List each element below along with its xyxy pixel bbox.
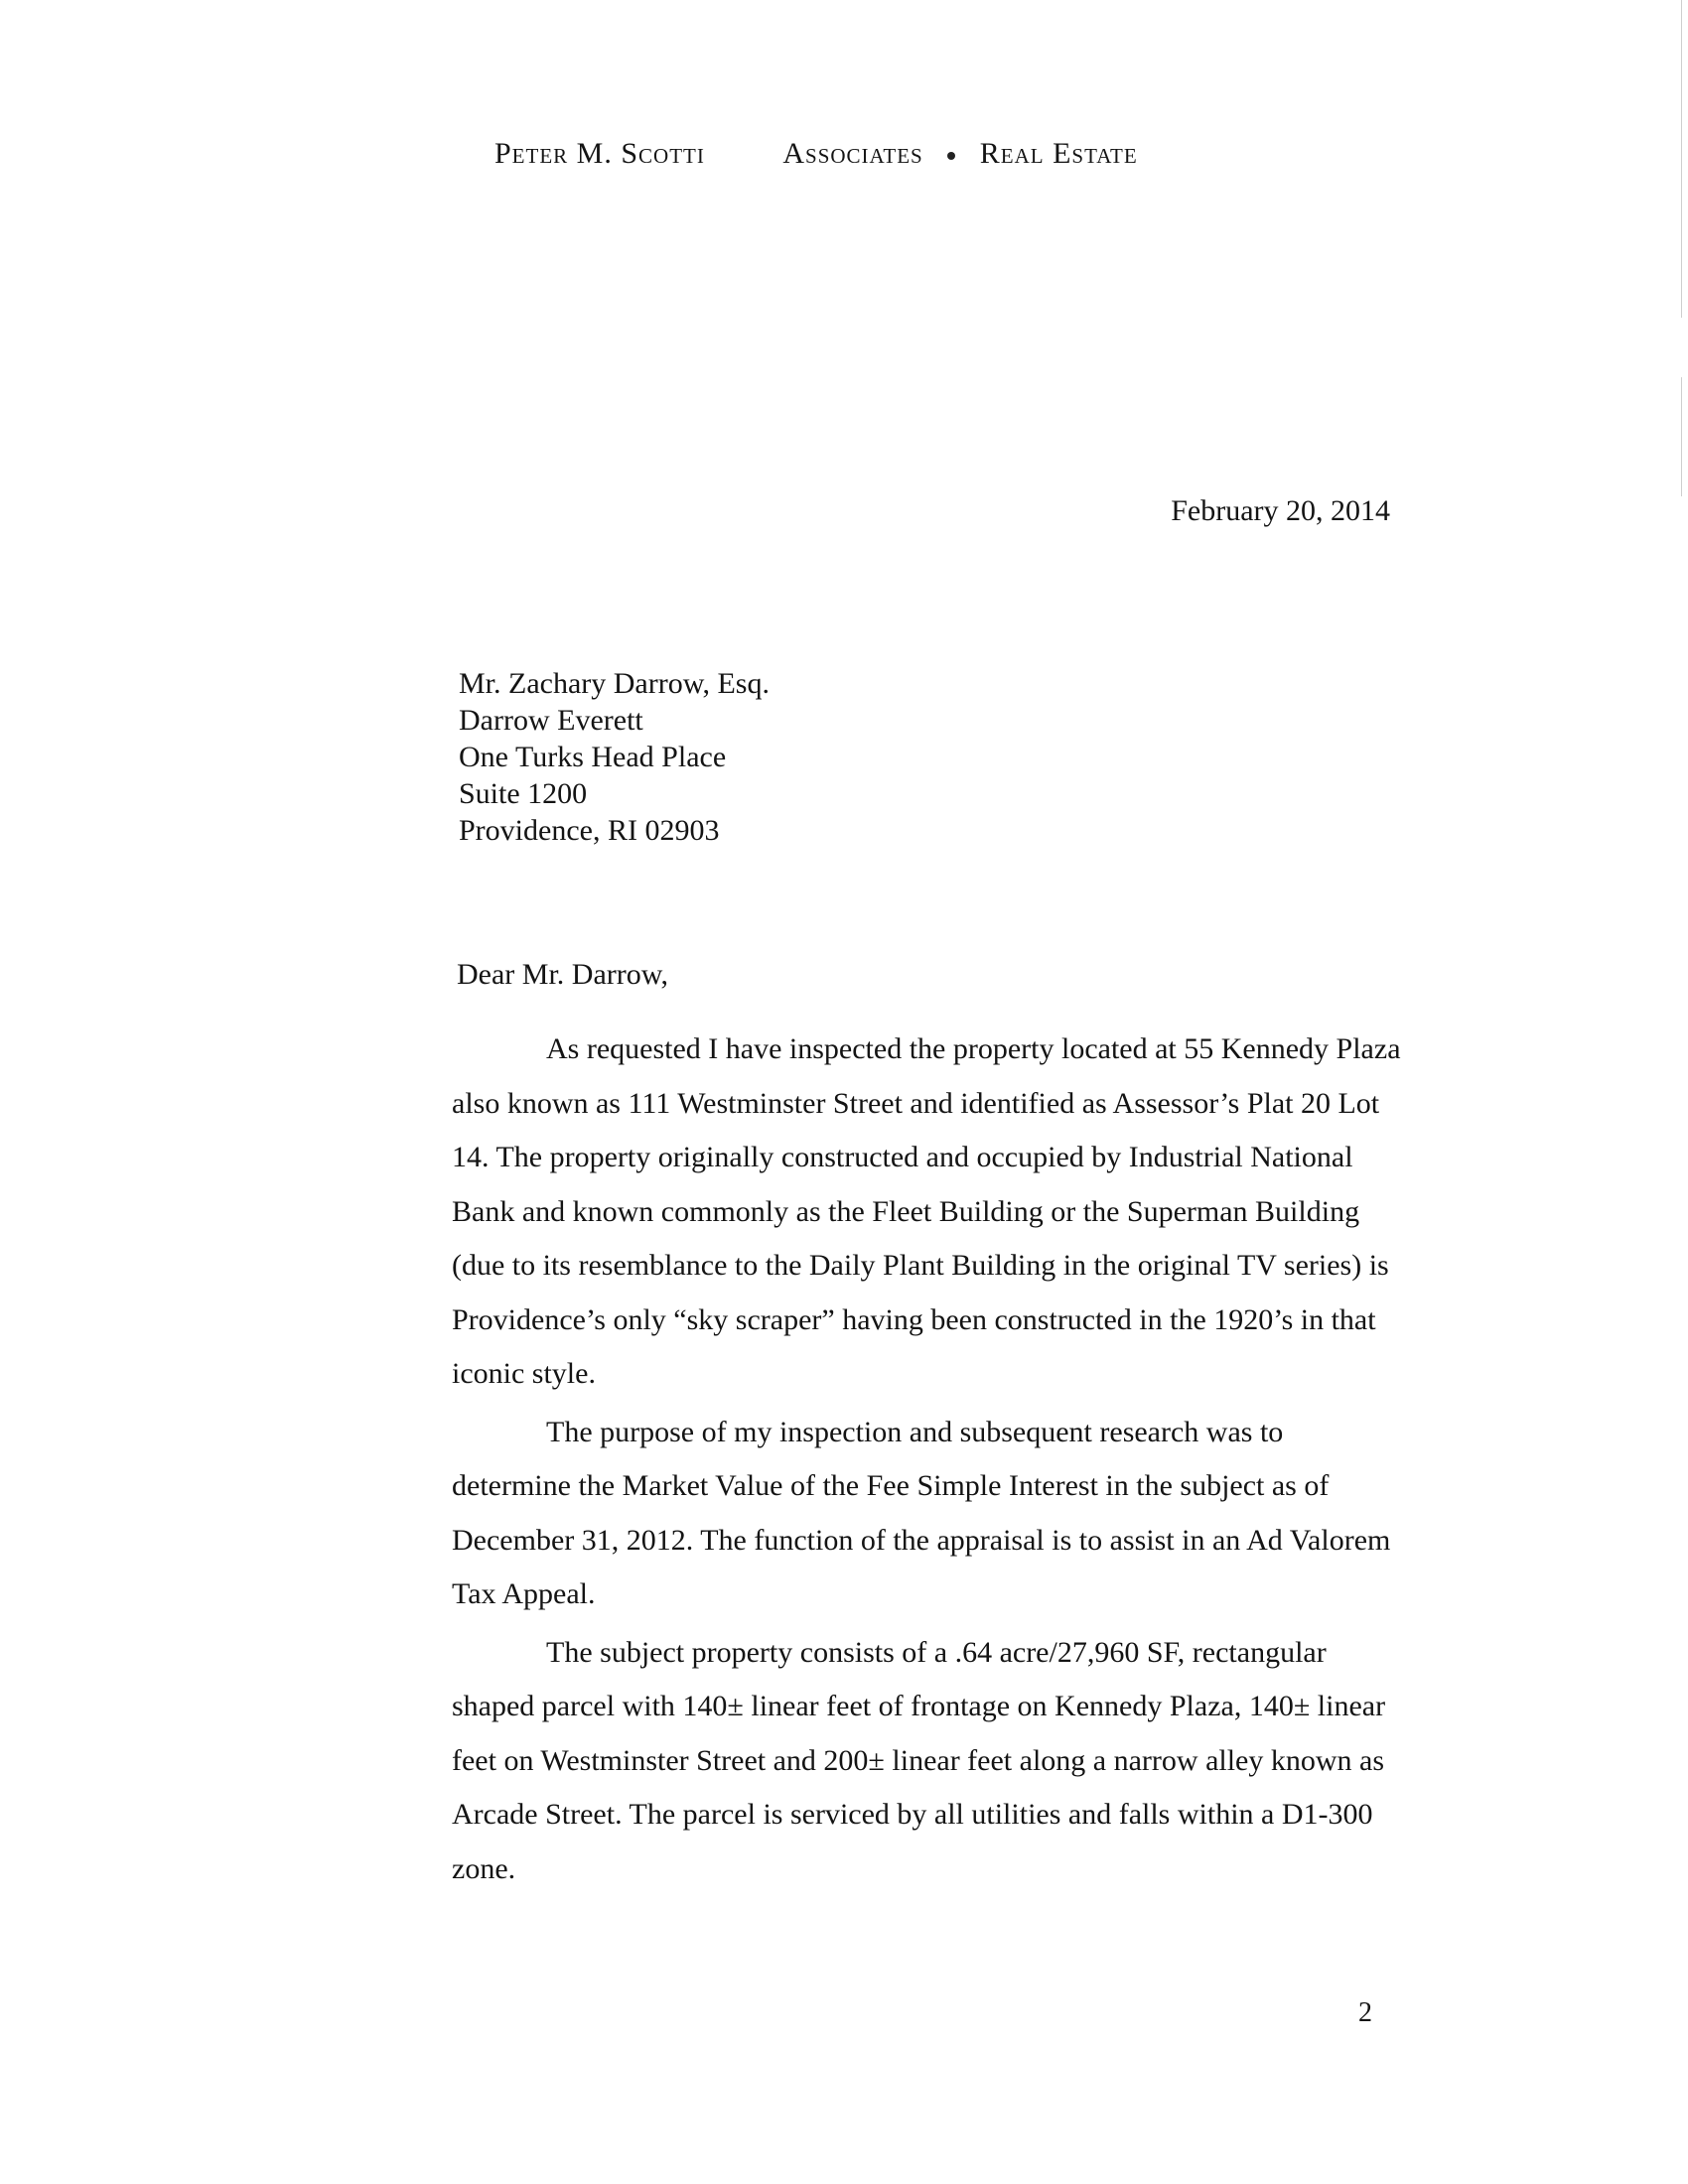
letter-date: February 20, 2014 <box>1171 494 1390 527</box>
letter-body <box>452 1023 1405 1896</box>
scan-edge-mark <box>1681 0 1682 318</box>
letterhead <box>494 137 1138 171</box>
body-paragraph: The purpose of my inspection and subsequent research was to determine the Market Value of the Fee Simple Interest in the subject as of December 31, 2012. The function of the appraisal is to assist in an Ad Valorem Tax Appeal. <box>452 1415 1391 1610</box>
body-paragraph: As requested I have inspected the property located at 55 Kennedy Plaza also known as 111 Westminster Street and identified as Assessor’s Plat 20 Lot 14. The property originally constructed and occupied by Industrial National Bank and known commonly as the Fleet Building or the Superman Building (due to its resemblance to the Daily Plant Building in the original TV series) is Providence’s only “sky scraper” having been constructed in the 1920’s in that iconic style. <box>452 1032 1401 1390</box>
address-line: Providence, RI 02903 <box>459 814 720 847</box>
letterhead-name: Peter M. Scotti <box>494 137 705 170</box>
address-line: Mr. Zachary Darrow, Esq. <box>459 667 770 700</box>
letterhead-associates: Associates <box>782 137 923 170</box>
body-paragraph: The subject property consists of a .64 acre/27,960 SF, rectangular shaped parcel with 140± linear feet of frontage on Kennedy Plaza, 140± linear feet on Westminster Street and 200± linear feet along a narrow alley known as Arcade Street. The parcel is serviced by all utilities and falls within a D1-300 zone. <box>452 1635 1386 1885</box>
page-number: 2 <box>1358 1997 1372 2028</box>
address-line: Suite 1200 <box>459 777 588 810</box>
scan-edge-mark <box>1681 377 1682 496</box>
bullet-dot-icon <box>947 152 955 160</box>
address-line: One Turks Head Place <box>459 741 727 773</box>
salutation: Dear Mr. Darrow, <box>457 958 668 991</box>
address-line: Darrow Everett <box>459 704 643 737</box>
recipient-address <box>459 665 770 849</box>
letterhead-real-estate: Real Estate <box>979 137 1138 170</box>
